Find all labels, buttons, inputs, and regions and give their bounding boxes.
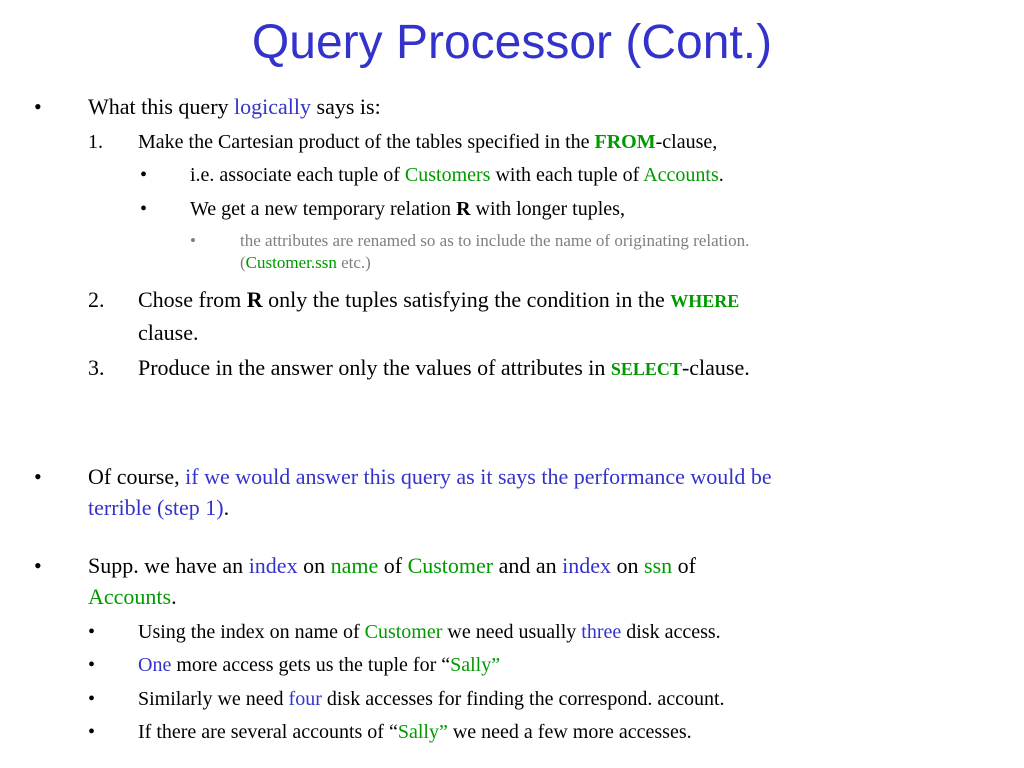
bullet-marker: • — [88, 688, 96, 710]
bullet-marker: • — [190, 231, 196, 250]
bullet-marker: • — [140, 198, 148, 220]
step-text: Chose from R only the tuples satisfying the condition in the WHERE clause. — [138, 287, 740, 345]
bullet-text: We get a new temporary relation R with longer tuples, — [190, 198, 625, 220]
bullet-marker: • — [88, 621, 96, 643]
step-text: Produce in the answer only the values of attributes in SELECT-clause. — [138, 355, 750, 380]
bullet-marker: • — [34, 94, 42, 119]
bullet-text: Supp. we have an index on name of Customer and an index on ssn of Accounts. — [88, 553, 696, 609]
bullet-text: i.e. associate each tuple of Customers with each tuple of Accounts. — [190, 164, 724, 186]
bullet-text: Similarly we need four disk accesses for finding the correspond. account. — [138, 688, 725, 710]
bullet-text: the attributes are renamed so as to include the name of originating relation. (Customer.ssn etc.) — [240, 231, 750, 272]
bullet-marker: • — [34, 464, 42, 489]
bullet-marker: • — [88, 721, 96, 743]
slide-title: Query Processor (Cont.) — [251, 16, 773, 69]
step-number: 2. — [88, 287, 105, 312]
step-number: 1. — [88, 131, 103, 153]
bullet-marker: • — [88, 654, 96, 676]
step-text: Make the Cartesian product of the tables specified in the FROM-clause, — [138, 131, 718, 153]
bullet-text: Using the index on name of Customer we need usually three disk access. — [138, 621, 721, 643]
step-number: 3. — [88, 355, 105, 380]
bullet-marker: • — [140, 164, 148, 186]
bullet-marker: • — [34, 553, 42, 578]
bullet-text: What this query logically says is: — [88, 94, 381, 119]
bullet-text: One more access gets us the tuple for “Sally” — [138, 654, 501, 676]
bullet-text: If there are several accounts of “Sally” we need a few more accesses. — [138, 721, 692, 743]
bullet-text: Of course, if we would answer this query as it says the performance would be terrible (step 1). — [88, 464, 772, 520]
